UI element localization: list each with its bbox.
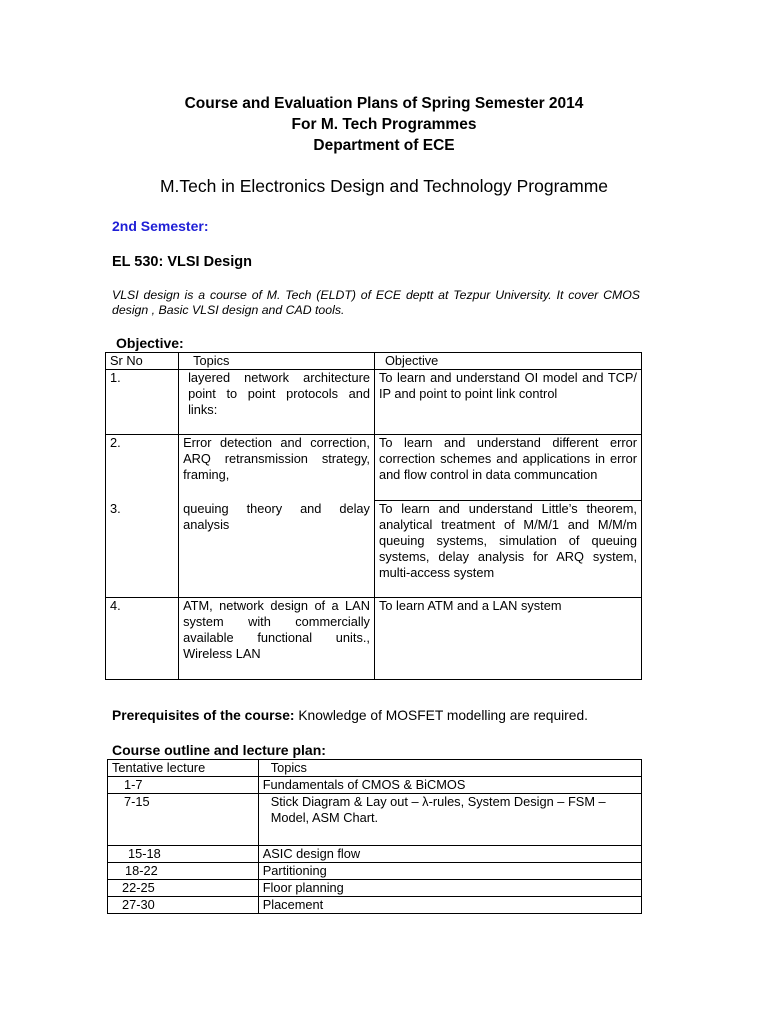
row-objective: To learn and understand OI model and TCP/ IP and point to point link control xyxy=(374,370,641,435)
table-row xyxy=(108,880,642,897)
prerequisites-label: Prerequisites of the course: xyxy=(112,708,295,723)
heading-line-1: Course and Evaluation Plans of Spring Semester 2014 xyxy=(184,95,584,112)
row-topic: Stick Diagram & Lay out – λ-rules, System Design – FSM – Model, ASM Chart. xyxy=(258,794,641,846)
row-sr: 1. xyxy=(106,370,179,435)
outline-table xyxy=(107,759,642,914)
row-topic: ASIC design flow xyxy=(258,846,641,863)
row-objective: To learn ATM and a LAN system xyxy=(374,598,641,680)
row-topic: layered network architecture point to point protocols and links: xyxy=(179,370,375,435)
course-description: VLSI design is a course of M. Tech (ELDT) of ECE deptt at Tezpur University. It cover CMOS design , Basic VLSI design and CAD tools. xyxy=(112,288,640,317)
semester-heading: 2nd Semester: xyxy=(112,218,209,234)
row-topic: Placement xyxy=(258,897,641,914)
outline-heading: Course outline and lecture plan: xyxy=(112,742,326,758)
row-topic: queuing theory and delay analysis xyxy=(179,501,375,598)
objective-heading: Objective: xyxy=(116,335,184,351)
row-topic: ATM, network design of a LAN system with commercially available functional units., Wireless LAN xyxy=(179,598,375,680)
table-row xyxy=(106,501,642,598)
objective-table xyxy=(105,352,642,680)
row-topic: Fundamentals of CMOS & BiCMOS xyxy=(258,777,641,794)
row-topic: Partitioning xyxy=(258,863,641,880)
header-objective: Objective xyxy=(374,353,641,370)
table-row xyxy=(106,435,642,501)
row-sr: 4. xyxy=(106,598,179,680)
table-row xyxy=(108,846,642,863)
prerequisites-text: Knowledge of MOSFET modelling are required. xyxy=(298,708,588,723)
header-topics: Topics xyxy=(179,353,375,370)
row-objective: To learn and understand Little’s theorem, analytical treatment of M/M/1 and M/M/m queuing systems, simulation of queuing systems, delay analysis for ARQ system, multi-access system xyxy=(374,501,641,598)
course-title: EL 530: VLSI Design xyxy=(112,254,252,270)
header-topics: Topics xyxy=(258,760,641,777)
heading-line-3: Department of ECE xyxy=(313,137,455,154)
row-lecture: 1-7 xyxy=(108,777,259,794)
header-sr-no: Sr No xyxy=(106,353,179,370)
table-row xyxy=(108,897,642,914)
table-row xyxy=(108,863,642,880)
row-lecture: 18-22 xyxy=(108,863,259,880)
row-sr: 3. xyxy=(106,501,179,598)
row-sr: 2. xyxy=(106,435,179,501)
programme-title: M.Tech in Electronics Design and Technology Programme xyxy=(159,176,609,196)
prerequisites xyxy=(112,708,588,723)
table-header-row xyxy=(106,353,642,370)
table-row xyxy=(106,370,642,435)
row-lecture: 7-15 xyxy=(108,794,259,846)
header-tentative-lecture: Tentative lecture xyxy=(108,760,259,777)
table-row xyxy=(108,794,642,846)
row-topic: Floor planning xyxy=(258,880,641,897)
table-row xyxy=(106,598,642,680)
row-topic: Error detection and correction, ARQ retransmission strategy, framing, xyxy=(179,435,375,501)
row-lecture: 15-18 xyxy=(108,846,259,863)
table-row xyxy=(108,777,642,794)
row-lecture: 27-30 xyxy=(108,897,259,914)
row-lecture: 22-25 xyxy=(108,880,259,897)
table-header-row xyxy=(108,760,642,777)
row-objective: To learn and understand different error correction schemes and applications in error and flow control in data communcation xyxy=(374,435,641,501)
heading-line-2: For M. Tech Programmes xyxy=(291,116,477,133)
